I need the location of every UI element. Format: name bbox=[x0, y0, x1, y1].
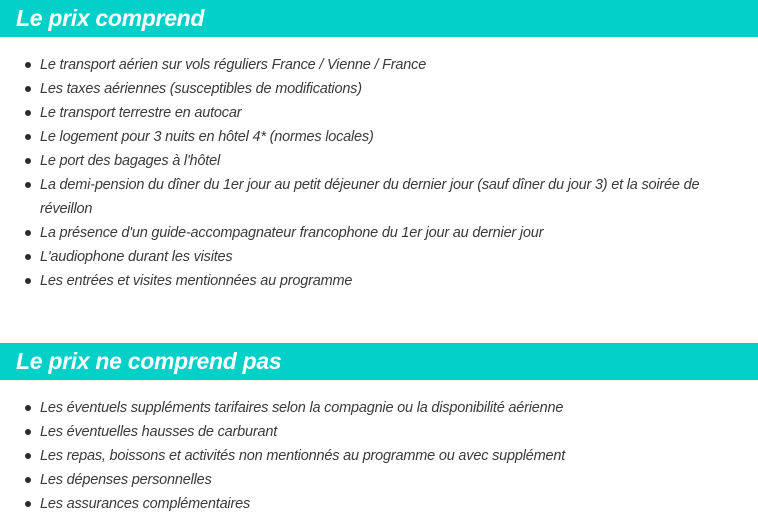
excluded-title: Le prix ne comprend pas bbox=[16, 348, 282, 374]
bullet-icon bbox=[25, 477, 31, 483]
bullet-icon bbox=[25, 158, 31, 164]
included-item bbox=[0, 125, 718, 149]
included-item bbox=[0, 269, 718, 293]
bullet-icon bbox=[25, 230, 31, 236]
bullet-icon bbox=[25, 86, 31, 92]
excluded-list bbox=[0, 396, 718, 516]
bullet-icon bbox=[25, 429, 31, 435]
included-item bbox=[0, 77, 718, 101]
included-item bbox=[0, 221, 718, 245]
bullet-icon bbox=[25, 405, 31, 411]
included-item bbox=[0, 53, 718, 77]
bullet-icon bbox=[25, 501, 31, 507]
included-item-text: Le port des bagages à l'hôtel bbox=[40, 153, 220, 169]
excluded-item bbox=[0, 492, 718, 516]
excluded-item bbox=[0, 468, 718, 492]
bullet-icon bbox=[25, 134, 31, 140]
included-item-text: L'audiophone durant les visites bbox=[40, 249, 233, 265]
bullet-icon bbox=[25, 62, 31, 68]
included-item-text: Le transport terrestre en autocar bbox=[40, 105, 242, 121]
included-title: Le prix comprend bbox=[16, 5, 205, 31]
excluded-item bbox=[0, 444, 718, 468]
included-item-text: Les taxes aériennes (susceptibles de modifications) bbox=[40, 81, 362, 97]
included-item bbox=[0, 245, 718, 269]
excluded-item bbox=[0, 420, 718, 444]
included-item-text: La présence d'un guide-accompagnateur francophone du 1er jour au dernier jour bbox=[40, 225, 544, 241]
included-item bbox=[0, 173, 718, 221]
bullet-icon bbox=[25, 110, 31, 116]
included-item-text: Les entrées et visites mentionnées au programme bbox=[40, 273, 353, 289]
included-item-text: La demi-pension du dîner du 1er jour au petit déjeuner du dernier jour (sauf dîner du jour 3) et la soirée de réveillon bbox=[40, 177, 700, 217]
excluded-item-text: Les dépenses personnelles bbox=[40, 472, 212, 488]
excluded-item-text: Les éventuelles hausses de carburant bbox=[40, 424, 278, 440]
excluded-item-text: Les assurances complémentaires bbox=[40, 496, 250, 512]
included-banner bbox=[0, 0, 758, 37]
excluded-item-text: Les éventuels suppléments tarifaires selon la compagnie ou la disponibilité aérienne bbox=[40, 400, 564, 416]
excluded-banner bbox=[0, 343, 758, 380]
bullet-icon bbox=[25, 182, 31, 188]
included-item-text: Le logement pour 3 nuits en hôtel 4* (normes locales) bbox=[40, 129, 374, 145]
excluded-section bbox=[0, 343, 758, 516]
included-list bbox=[0, 53, 718, 293]
bullet-icon bbox=[25, 278, 31, 284]
excluded-item-text: Les repas, boissons et activités non mentionnés au programme ou avec supplément bbox=[40, 448, 566, 464]
excluded-item bbox=[0, 396, 718, 420]
included-item bbox=[0, 149, 718, 173]
bullet-icon bbox=[25, 453, 31, 459]
bullet-icon bbox=[25, 254, 31, 260]
included-item bbox=[0, 101, 718, 125]
included-item-text: Le transport aérien sur vols réguliers France / Vienne / France bbox=[40, 57, 427, 73]
